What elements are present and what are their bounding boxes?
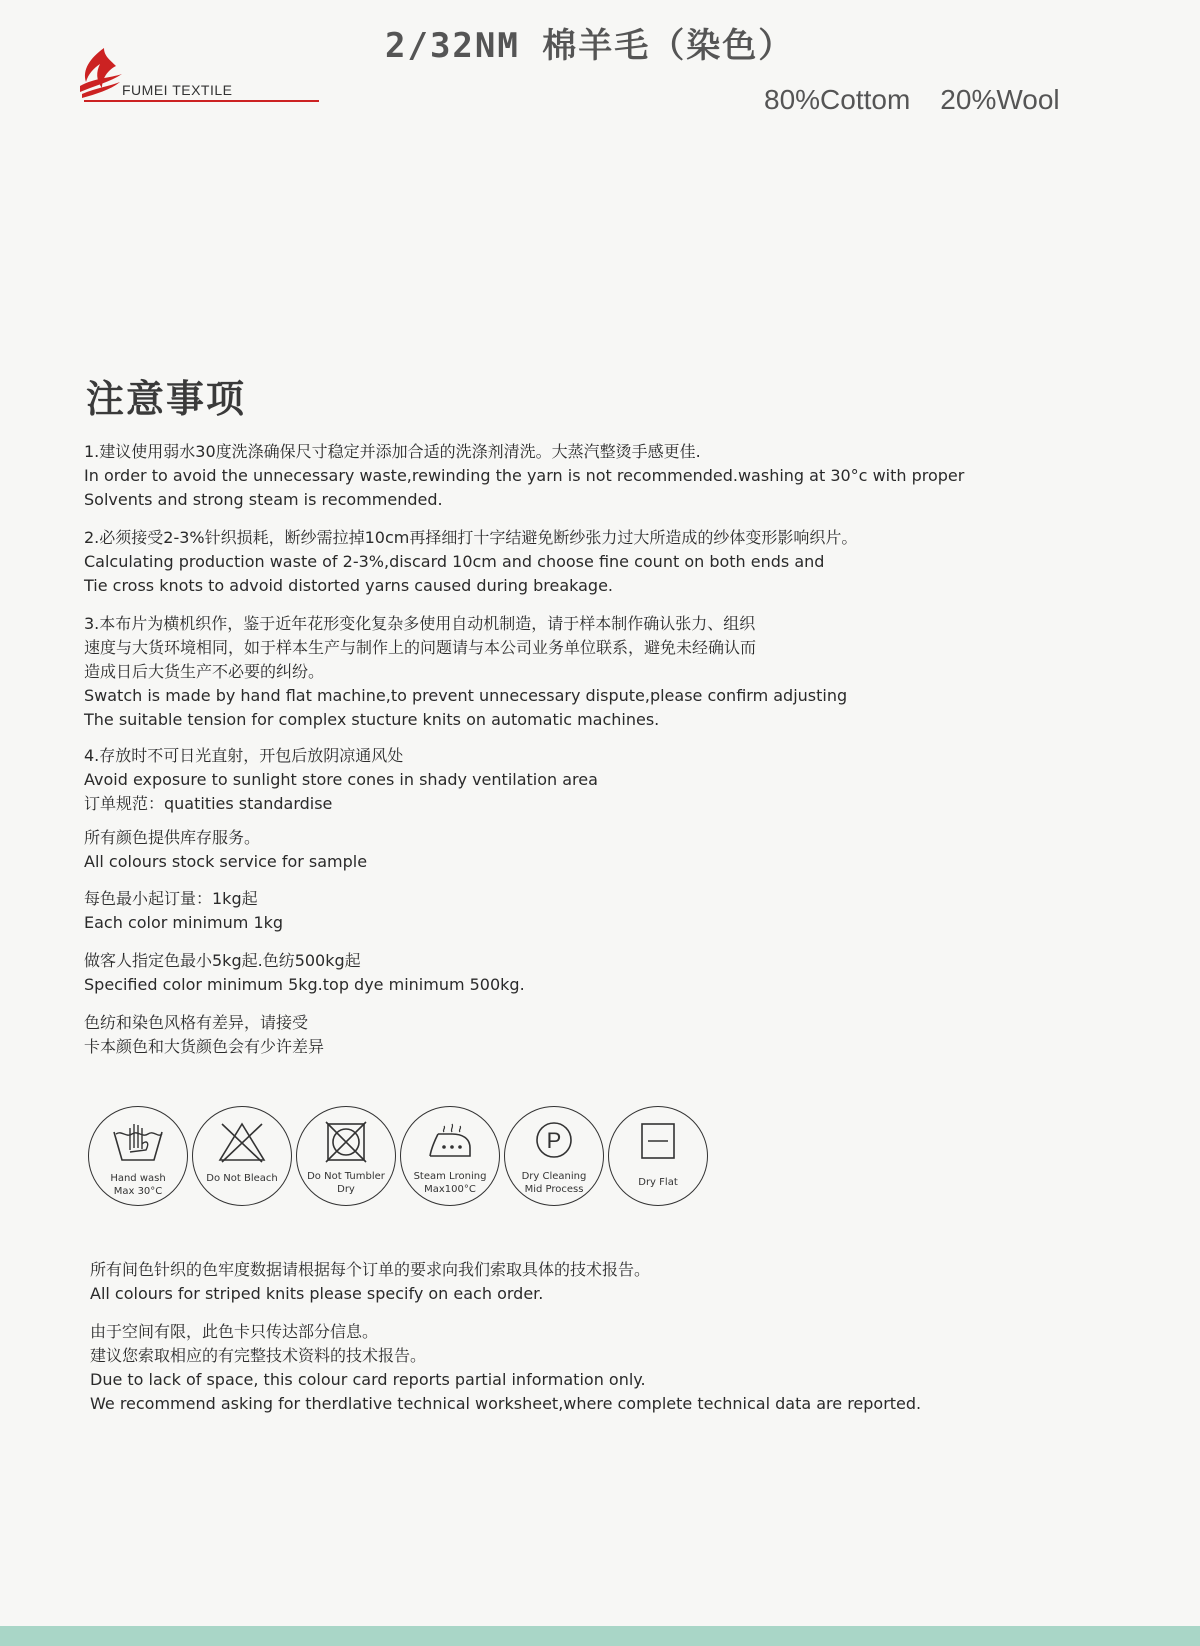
brand-underline [84,100,319,102]
bottom-color-band [0,1626,1200,1646]
do-not-bleach-icon [216,1120,268,1164]
note-line: 色纺和染色风格有差异，请接受 [84,1013,309,1032]
dry-cleaning-glyph: P [546,1128,562,1153]
note-line: Calculating production waste of 2-3%,discard 10cm and choose fine count on both ends and [84,552,825,571]
note-line: 建议您索取相应的有完整技术资料的技术报告。 [90,1346,427,1365]
note-line: 3.本布片为横机织作，鉴于近年花形变化复杂多使用自动机制造，请于样本制作确认张力、组织 [84,614,756,633]
note-specified-color [84,949,525,997]
note-line: 所有间色针织的色牢度数据请根据每个订单的要求向我们索取具体的技术报告。 [90,1260,651,1279]
hand-wash-icon [112,1120,164,1164]
do-not-tumble-dry-icon [320,1120,372,1164]
footer-note-striped [90,1258,650,1306]
note-item-4 [84,744,598,816]
note-line: 做客人指定色最小5kg起.色纺500kg起 [84,951,361,970]
note-item-2 [84,526,857,598]
note-line: 订单规范：quatities standardise [84,794,333,813]
note-line: 4.存放时不可日光直射，开包后放阴凉通风处 [84,746,404,765]
care-symbol-do-not-bleach [192,1106,292,1206]
care-label: Hand wash Max 30°C [110,1173,166,1197]
note-item-3 [84,612,847,732]
care-label: Do Not Tumbler Dry [307,1171,385,1195]
note-stock-service [84,826,367,874]
care-symbol-dry-cleaning [504,1106,604,1206]
note-line: 所有颜色提供库存服务。 [84,828,261,847]
document-title: 2/32NM 棉羊毛（染色） [385,26,795,66]
note-line: Specified color minimum 5kg.top dye minimum 500kg. [84,975,525,994]
dry-cleaning-icon [528,1120,580,1164]
note-line: 卡本颜色和大货颜色会有少许差异 [84,1037,325,1056]
note-line: 每色最小起订量：1kg起 [84,889,258,908]
note-line: Swatch is made by hand flat machine,to prevent unnecessary dispute,please confirm adjusting [84,686,848,705]
brand-name: FUMEI TEXTILE [122,82,233,98]
care-label: Steam Lroning Max100°C [413,1171,487,1195]
note-line: All colours stock service for sample [84,852,368,871]
note-line: 造成日后大货生产不必要的纠纷。 [84,662,325,681]
note-minimum-order [84,887,283,935]
note-line: All colours for striped knits please specify on each order. [90,1284,544,1303]
dry-flat-icon [632,1120,684,1164]
steam-ironing-icon [424,1120,476,1164]
note-line: We recommend asking for therdlative technical worksheet,where complete technical data are reported. [90,1394,922,1413]
note-line: Avoid exposure to sunlight store cones in shady ventilation area [84,770,598,789]
note-line: 2.必须接受2-3%针织损耗，断纱需拉掉10cm再择细打十字结避免断纱张力过大所造成的纱体变形影响织片。 [84,528,858,547]
note-line: In order to avoid the unnecessary waste,rewinding the yarn is not recommended.washing at 30°c with proper [84,466,965,485]
note-line: The suitable tension for complex stucture knits on automatic machines. [84,710,660,729]
composition-cotton: 80%Cottom [764,84,911,115]
care-symbol-hand-wash [88,1106,188,1206]
fiber-composition [764,84,1060,116]
note-item-1 [84,440,964,512]
note-line: Tie cross knots to advoid distorted yarns caused during breakage. [84,576,614,595]
note-color-difference [84,1011,324,1059]
care-label: Do Not Bleach [206,1173,278,1184]
care-label: Dry Cleaning Mid Process [521,1171,587,1195]
note-line: Each color minimum 1kg [84,913,284,932]
note-line: Due to lack of space, this colour card reports partial information only. [90,1370,646,1389]
note-line: Solvents and strong steam is recommended. [84,490,443,509]
notes-heading: 注意事项 [86,377,247,421]
brand-logo [76,46,256,106]
note-line: 1.建议使用弱水30度洗涤确保尺寸稳定并添加合适的洗涤剂清洗。大蒸汽整烫手感更佳. [84,442,701,461]
flame-logo-icon [76,46,126,98]
care-symbol-dry-flat [608,1106,708,1206]
composition-wool: 20%Wool [940,84,1060,115]
care-label: Dry Flat [638,1177,678,1188]
care-symbol-steam-ironing [400,1106,500,1206]
note-line: 由于空间有限，此色卡只传达部分信息。 [90,1322,379,1341]
care-symbol-do-not-tumble-dry [296,1106,396,1206]
note-line: 速度与大货环境相同，如于样本生产与制作上的问题请与本公司业务单位联系，避免未经确认而 [84,638,757,657]
footer-note-partial-info [90,1320,921,1416]
